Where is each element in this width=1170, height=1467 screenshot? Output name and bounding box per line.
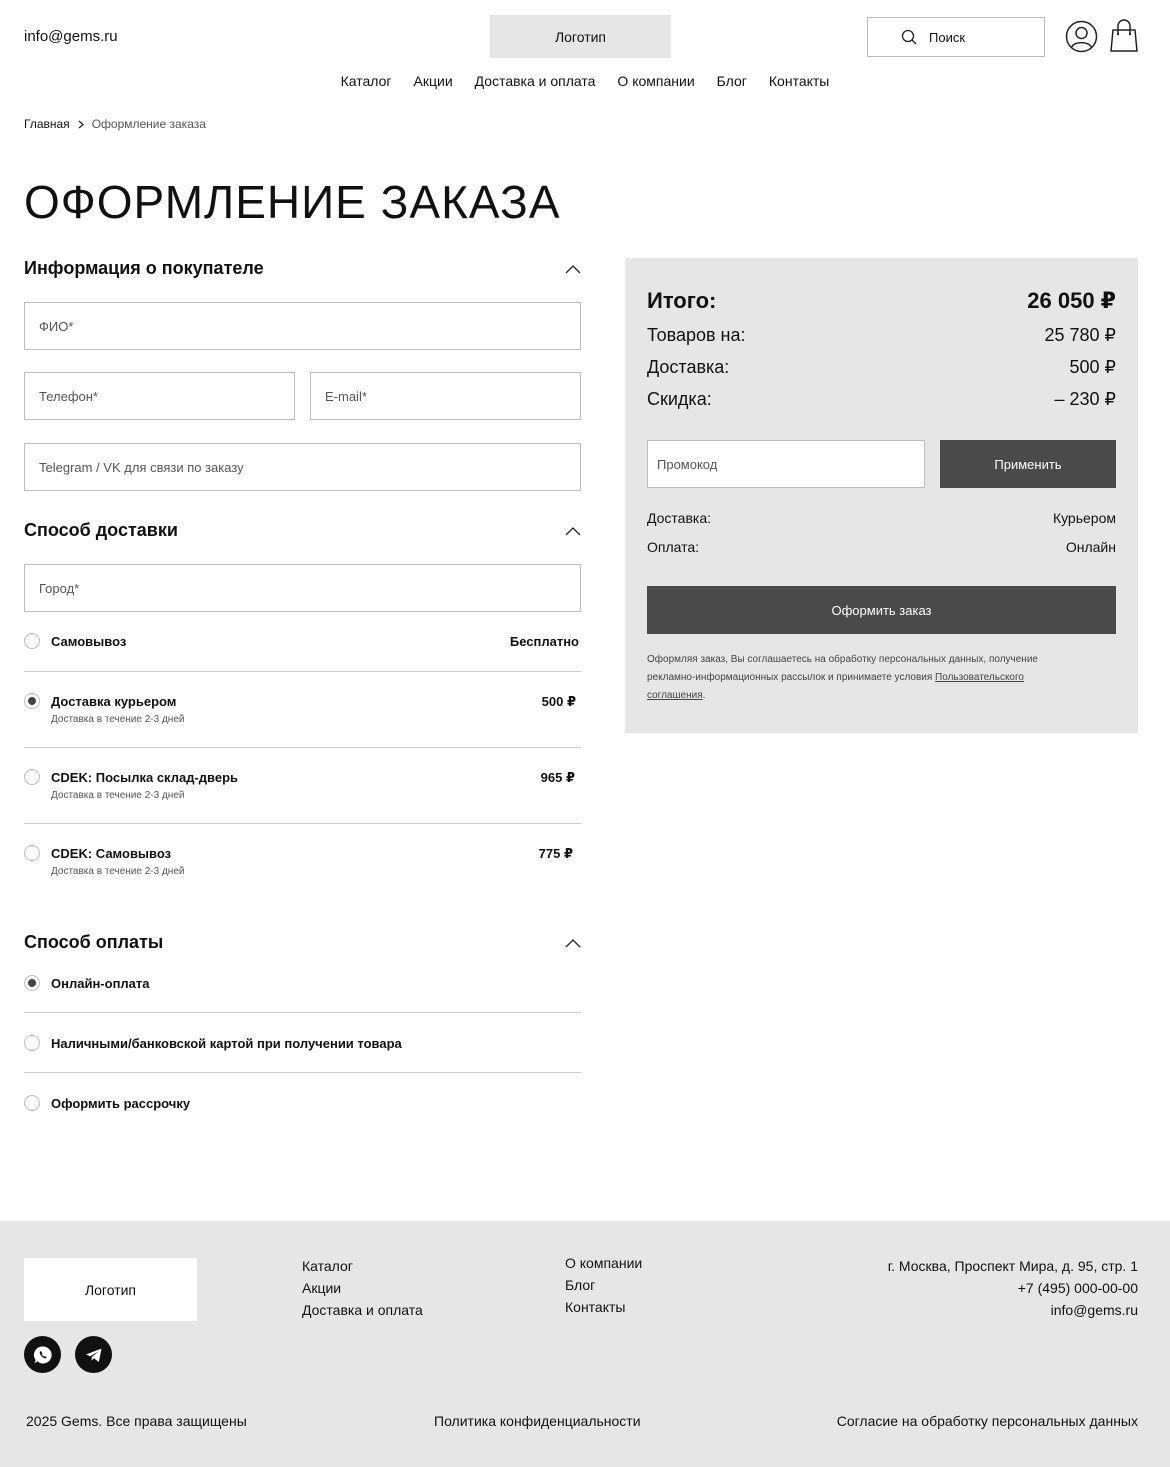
payment-section-title: Способ оплаты: [24, 932, 164, 952]
logo-text: Логотип: [554, 28, 607, 45]
chevron-up-icon[interactable]: [565, 264, 581, 274]
city-field[interactable]: [24, 564, 581, 612]
radio-cash[interactable]: [24, 1035, 40, 1051]
footer-nav-col1: [302, 1258, 423, 1318]
footer-email[interactable]: info@gems.ru: [1050, 1302, 1138, 1318]
option-label: Самовывоз: [51, 634, 127, 649]
search-input[interactable]: [867, 17, 1045, 57]
footer-address: г. Москва, Проспект Мира, д. 95, стр. 1: [887, 1258, 1138, 1274]
radio-pickup[interactable]: [24, 633, 40, 649]
bag-icon[interactable]: [1109, 19, 1139, 53]
footer-logo[interactable]: [24, 1258, 197, 1321]
page-title: ОФОРМЛЕНИЕ ЗАКАЗА: [24, 176, 561, 228]
messenger-field[interactable]: [24, 443, 581, 491]
breadcrumb: [24, 117, 206, 131]
divider: [24, 671, 581, 672]
footer-link-blog[interactable]: Блог: [565, 1277, 596, 1293]
nav-item-contacts[interactable]: Контакты: [768, 73, 830, 89]
user-icon[interactable]: [1065, 20, 1098, 53]
summary-goods-label: Товаров на:: [647, 325, 746, 345]
option-price: Бесплатно: [509, 634, 579, 649]
option-subtext: Доставка в течение 2-3 дней: [51, 714, 185, 725]
option-label: Доставка курьером: [51, 694, 177, 709]
option-label: CDEK: Посылка склад-дверь: [51, 770, 239, 785]
divider: [24, 1072, 581, 1073]
main-nav: [0, 73, 1170, 89]
option-label: Оформить рассрочку: [51, 1096, 191, 1111]
logo[interactable]: [490, 15, 671, 58]
delivery-option-cdek-pickup[interactable]: [24, 845, 581, 881]
option-price: 775 ₽: [538, 846, 573, 861]
summary-total-value: 26 050 ₽: [1027, 288, 1116, 313]
payment-method-value: Онлайн: [1065, 539, 1116, 555]
footer-link-promos[interactable]: Акции: [302, 1280, 342, 1296]
search-placeholder: Поиск: [929, 29, 966, 45]
option-label: Онлайн-оплата: [51, 976, 150, 991]
summary-total-label: Итого:: [647, 288, 717, 313]
delivery-section-title: Способ доставки: [24, 520, 178, 540]
footer-link-catalog[interactable]: Каталог: [302, 1258, 353, 1274]
option-label: CDEK: Самовывоз: [51, 846, 172, 861]
chevron-up-icon[interactable]: [565, 526, 581, 536]
nav-item-blog[interactable]: Блог: [716, 73, 747, 89]
email-field[interactable]: [310, 372, 581, 420]
agreement-text: Оформляя заказ, Вы соглашаетесь на обработку персональных данных, получение рекламно-информационных рассылок и принимаете условия Пользовательского соглашения.: [647, 654, 1038, 701]
payment-method-label: Оплата:: [647, 539, 700, 555]
option-subtext: Доставка в течение 2-3 дней: [51, 790, 185, 801]
phone-placeholder: Телефон*: [39, 388, 98, 404]
footer-link-about[interactable]: О компании: [565, 1255, 643, 1271]
summary-total-row: [647, 288, 1116, 314]
chevron-right-icon: [78, 120, 84, 129]
name-field[interactable]: [24, 302, 581, 350]
place-order-label: Оформить заказ: [831, 602, 932, 618]
summary-goods-value: 25 780 ₽: [1044, 325, 1116, 345]
messenger-placeholder: Telegram / VK для связи по заказу: [39, 459, 244, 475]
order-summary: [625, 258, 1138, 733]
footer-phone[interactable]: +7 (495) 000-00-00: [1017, 1280, 1138, 1296]
copyright: 2025 Gems. Все права защищены: [26, 1413, 247, 1429]
breadcrumb-home[interactable]: Главная: [24, 117, 70, 131]
telegram-icon[interactable]: [75, 1336, 112, 1373]
option-price: 965 ₽: [540, 770, 575, 785]
delivery-option-cdek-door[interactable]: [24, 769, 581, 805]
radio-online[interactable]: [24, 975, 40, 991]
nav-item-about[interactable]: О компании: [617, 73, 695, 89]
summary-delivery-label: Доставка:: [647, 357, 730, 377]
footer-contacts: [888, 1258, 1138, 1318]
divider: [24, 1012, 581, 1013]
delivery-method-value: Курьером: [1052, 510, 1116, 526]
radio-cdek-pickup[interactable]: [24, 845, 40, 861]
summary-goods-row: [647, 325, 1116, 346]
option-subtext: Доставка в течение 2-3 дней: [51, 866, 185, 877]
delivery-method-row: [647, 510, 1116, 526]
radio-installment[interactable]: [24, 1095, 40, 1111]
divider: [24, 747, 581, 748]
nav-item-delivery[interactable]: Доставка и оплата: [474, 73, 596, 89]
footer: [0, 1221, 1170, 1467]
footer-link-contacts[interactable]: Контакты: [565, 1299, 626, 1315]
delivery-option-courier[interactable]: [24, 693, 581, 729]
nav-item-catalog[interactable]: Каталог: [340, 73, 392, 89]
whatsapp-icon[interactable]: [24, 1336, 61, 1373]
option-price: 500 ₽: [541, 694, 576, 709]
header-email[interactable]: info@gems.ru: [24, 28, 118, 45]
privacy-link[interactable]: Политика конфиденциальности: [434, 1413, 641, 1429]
chevron-up-icon[interactable]: [565, 938, 581, 948]
radio-cdek-door[interactable]: [24, 769, 40, 785]
city-placeholder: Город*: [39, 580, 80, 596]
summary-delivery-value: 500 ₽: [1069, 357, 1116, 377]
user-agreement-link[interactable]: Пользовательского соглашения: [647, 672, 1024, 701]
radio-courier[interactable]: [24, 693, 40, 709]
place-order-button[interactable]: [647, 586, 1116, 634]
name-placeholder: ФИО*: [39, 318, 74, 334]
delivery-method-label: Доставка:: [647, 510, 712, 526]
consent-link[interactable]: Согласие на обработку персональных данных: [836, 1413, 1138, 1429]
delivery-option-pickup[interactable]: [24, 633, 581, 653]
search-icon: [901, 29, 917, 45]
payment-option-installment[interactable]: [24, 1095, 581, 1115]
footer-nav-col2: [565, 1255, 642, 1315]
apply-label: Применить: [994, 456, 1062, 472]
breadcrumb-current: Оформление заказа: [91, 117, 206, 131]
payment-method-row: [647, 539, 1116, 555]
apply-promo-button[interactable]: [940, 440, 1116, 488]
payment-option-online[interactable]: [24, 975, 581, 995]
nav-item-promos[interactable]: Акции: [413, 73, 453, 89]
buyer-section-title: Информация о покупателе: [24, 258, 264, 278]
summary-discount-row: [647, 389, 1116, 410]
promo-placeholder: Промокод: [657, 456, 718, 472]
footer-link-delivery[interactable]: Доставка и оплата: [302, 1302, 423, 1318]
summary-discount-value: – 230 ₽: [1054, 389, 1116, 409]
divider: [24, 823, 581, 824]
promo-input[interactable]: [647, 440, 925, 488]
footer-logo-text: Логотип: [84, 1281, 137, 1298]
summary-delivery-row: [647, 357, 1116, 378]
payment-option-cash[interactable]: [24, 1035, 581, 1055]
summary-discount-label: Скидка:: [647, 389, 712, 409]
phone-field[interactable]: [24, 372, 295, 420]
option-label: Наличными/банковской картой при получении товара: [51, 1036, 402, 1051]
email-placeholder: E-mail*: [325, 388, 367, 404]
